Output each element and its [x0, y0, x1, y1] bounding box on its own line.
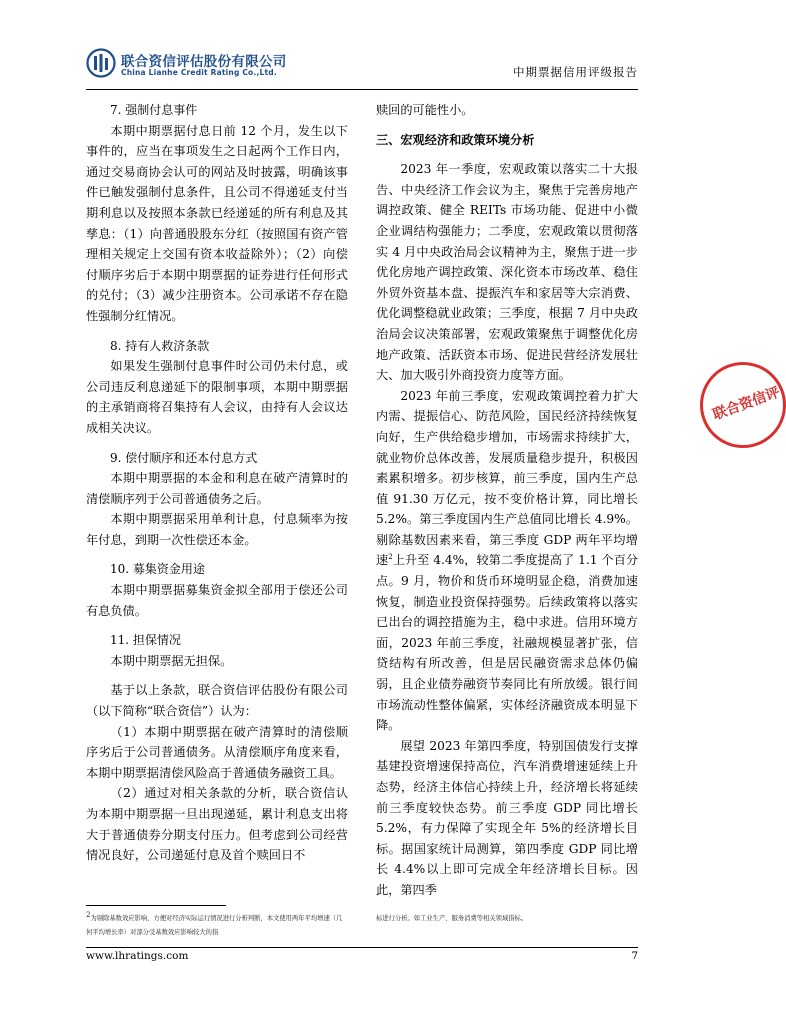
company-name-en: China Lianhe Credit Rating Co.,Ltd. — [121, 68, 277, 77]
page-number: 7 — [631, 950, 638, 962]
left-column — [86, 100, 348, 866]
section-11-title: 11. 担保情况 — [110, 633, 181, 648]
report-title: 中期票据信用评级报告 — [513, 65, 638, 79]
page-header — [86, 42, 638, 92]
company-name-cn: 联合资信评估股份有限公司 — [121, 54, 287, 70]
macro-paragraph-3: 展望 2023 年第四季度，特别国债发行支撑基建投资增速保持高位，汽车消费增速延续上升态势，经济主体信心持续上升，经济增长将延续前三季度较快态势。前三季度 GDP 同比增长 5.2%，有力保障了实现全年 5%的经济增长目标。据国家统计局测算，第四季度 GDP 同比增长 4.4%以上即可完成全年经济增长目标。因此，第四季 — [376, 738, 638, 897]
conclusion-intro: 基于以上条款，联合资信评估股份有限公司（以下简称“联合资信”）认为： — [86, 683, 348, 719]
section-11-paragraph: 本期中期票据无担保。 — [110, 653, 233, 668]
section-8-title: 8. 持有人救济条款 — [110, 338, 210, 353]
header-divider — [86, 89, 638, 90]
section-10-paragraph: 本期中期票据募集资金拟全部用于偿还公司有息负债。 — [86, 583, 348, 618]
conclusion-point-2: （2）通过对相关条款的分析，联合资信认为本期中期票据一旦出现递延，累计利息支出将大于普通债券分期支付压力。但考虑到公司经营情况良好，公司递延付息及首个赎回日不 — [86, 786, 348, 863]
continued-paragraph: 赎回的可能性小。 — [376, 103, 474, 117]
macro-paragraph-1: 2023 年一季度，宏观政策以落实二十大报告、中央经济工作会议为主，聚焦于完善房地产调控政策、健全 REITs 市场功能、促进中小微企业调结构强能力；二季度，宏观政策以贯彻落实 4 月中央政治局会议精神为主，聚焦于进一步优化房地产调控政策、深化资本市场改革、稳住外贸外资基本盘、提振汽车和家居等大宗消费、优化调整稳就业政策；三季度，根据 7 月中央政治局会议决策部署，宏观政策聚焦于调整优化房地产政策、活跃资本市场、促进民营经济发展壮大、加大吸引外商投资力度等方面。 — [376, 162, 638, 383]
company-logo-icon — [86, 48, 116, 78]
macro-paragraph-2-part-a: 2023 年前三季度，宏观政策调控着力扩大内需、提振信心、防范风险，国民经济持续恢复向好，生产供给稳步增加，市场需求持续扩大，就业物价总体改善，发展质量稳步提升，积极因素累积增多。初步核算，前三季度，国内生产总值 91.30 万亿元，按不变价格计算，同比增长 5.2%。第三季度国内生产总值同比增长 4.9%。剔除基数因素来看，第三季度 GDP 两年平均增速 — [376, 388, 638, 568]
section-9-paragraph-1: 本期中期票据的本金和利息在破产清算时的清偿顺序列于公司普通债务之后。 — [86, 471, 348, 506]
section-7-title: 7. 强制付息事件 — [110, 103, 198, 117]
section-9-paragraph-2: 本期中期票据采用单利计息，付息频率为按年付息，到期一次性偿还本金。 — [86, 512, 348, 547]
macro-paragraph-2-part-b: 上升至 4.4%，较第二季度提高了 1.1 个百分点。9 月，物价和货币环境明显企稳，消费加速恢复，制造业投资保持强势。后续政策将以落实已出台的调控措施为主，稳中求进。信用环境方面，2023 年前三季度，社融规模显著扩张，信贷结构有所改善，但是居民融资需求总体仍偏弱，且企业债券融资节奏同比有所放缓。银行间市场流动性整体偏紧，实体经济融资成本明显下降。 — [376, 553, 639, 733]
macro-paragraph-2 — [376, 386, 638, 736]
conclusion-point-1: （1）本期中期票据在破产清算时的清偿顺序劣后于公司普通债务。从清偿顺序角度来看，本期中期票据清偿风险高于普通债务融资工具。 — [86, 724, 348, 780]
section-10-title: 10. 募集资金用途 — [110, 562, 205, 577]
footnote-right: 标进行分析。如工业生产、服务消费等相关领域指标。 — [376, 915, 528, 922]
company-seal-stamp — [700, 362, 786, 448]
footer-divider — [86, 947, 638, 948]
footnote-left — [86, 912, 348, 940]
footnote-divider — [86, 905, 226, 906]
footer-website-link[interactable]: www.lhratings.com — [86, 950, 189, 962]
section-3-title: 三、宏观经济和政策环境分析 — [376, 132, 535, 147]
section-8-paragraph: 如果发生强制付息事件时公司仍未付息，或公司违反利息递延下的限制事项，本期中期票据的主承销商将召集持有人会议，由持有人会议达成相关决议。 — [86, 359, 348, 435]
section-7-paragraph: 本期中期票据付息日前 12 个月，发生以下事件的，应当在事项发生之日起两个工作日内，通过交易商协会认可的网站及时披露，明确该事件已触发强制付息条件，且公司不得递延支付当期利息以及按照本条款已经递延的所有利息及其孳息：（1）向普通股股东分红（按照国有资产管理相关规定上交国有资本收益除外）；（2）向偿付顺序劣后于本期中期票据的证券进行任何形式的兑付；（3）减少注册资本。公司承诺不存在隐性强制分红情况。 — [86, 123, 348, 323]
footnote-ref: 2 — [388, 553, 393, 562]
right-column — [376, 100, 638, 901]
footnote-mark: 2 — [86, 910, 91, 919]
stamp-text: 联合资信评 — [710, 384, 782, 424]
footnote-left-text: 为剔除基数效应影响，方便对经济实际运行情况进行分析判断，本文使用两年平均增速（几何平均增长率）对部分受基数效应影响较大的指 — [86, 915, 343, 936]
section-9-title: 9. 偿付顺序和还本付息方式 — [110, 450, 258, 465]
